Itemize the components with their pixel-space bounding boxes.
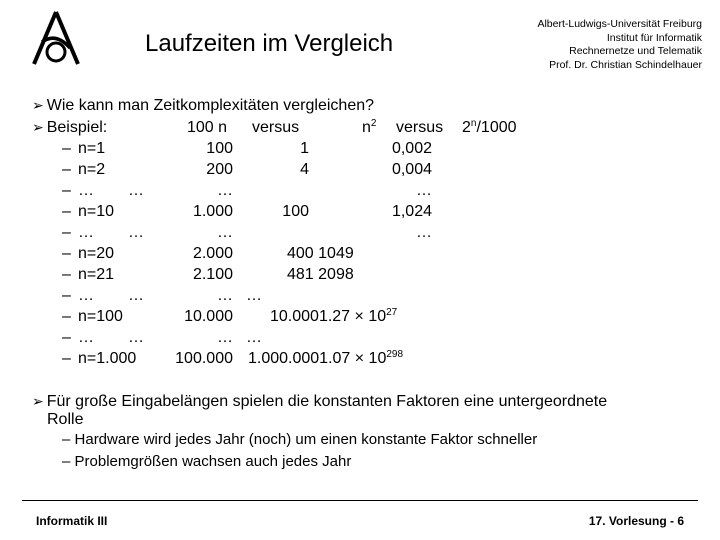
arrow-bullet-icon: ➢ [32,98,44,114]
row-ellipsis: … [128,287,144,304]
row-n-value: n=100 [78,308,123,325]
institution-line: Institut für Informatik [606,31,702,44]
row-2n-value: … [416,224,432,241]
row-n2-value: $1.000.0001.07 \times 10^{298}$ [248,349,404,367]
row-100n-value: 2.100 [192,266,233,283]
row-100n-value: … [217,287,233,304]
row-n2-value: 100 [282,203,309,220]
row-dash: – [62,140,71,157]
row-2n-value: 0,004 [391,161,432,178]
row-dash: – [62,161,71,178]
header-n-squared: $n^2$ [362,118,377,136]
row-dash: – [62,182,71,199]
row-dash: – [62,329,71,346]
footer-lecture-page: 17. Vorlesung - 6 [588,514,684,528]
row-100n-value: 2.000 [192,245,233,262]
bullet-example: ➢ Beispiel: [32,119,108,136]
row-dash: – [62,224,71,241]
row-n2-value: … [246,329,262,346]
bullet-conclusion: ➢ Für große Eingabelängen spielen die konstanten Faktoren eine untergeordnete [32,393,608,410]
row-n-value: n=1 [78,140,106,157]
row-100n-value: … [217,182,233,199]
header-100n: 100 n [187,119,228,136]
row-n-value: … [78,329,94,346]
row-2n-value: 1,024 [391,203,432,220]
footer-divider [22,500,698,501]
row-n-value: … [78,224,94,241]
row-n2-value: 481 2098 [287,266,354,283]
row-2n-value: 0,002 [391,140,432,157]
row-n-value: n=1.000 [78,350,137,367]
row-ellipsis: … [128,182,144,199]
header-versus: versus [252,119,300,136]
row-n-value: … [78,182,94,199]
row-n2-value: 4 [300,161,309,178]
row-n2-value: $10.0001.27 \times 10^{27}$ [270,307,398,325]
row-ellipsis: … [128,224,144,241]
row-ellipsis: … [128,329,144,346]
sub-bullet-hardware: – Hardware wird jedes Jahr (noch) um einen konstante Faktor schneller [62,431,538,448]
row-100n-value: 1.000 [192,203,233,220]
row-2n-value: … [416,182,432,199]
row-100n-value: 200 [206,161,233,178]
row-100n-value: 10.000 [184,308,233,325]
institution-line: Rechnernetze und Telematik [569,45,702,58]
row-dash: – [62,308,71,325]
university-logo [26,8,86,70]
row-100n-value: … [217,329,233,346]
row-dash: – [62,266,71,283]
bullet-question: ➢ Wie kann man Zeitkomplexitäten vergleichen? [32,97,375,114]
institution-line: Albert-Ludwigs-Universität Freiburg [537,18,702,30]
row-dash: – [62,350,71,367]
row-n2-value: 400 1049 [287,245,354,262]
page-title: Laufzeiten im Vergleich [145,30,394,57]
arrow-bullet-icon: ➢ [32,394,44,410]
row-n-value: n=10 [78,203,115,220]
row-n-value: n=20 [78,245,115,262]
footer-course: Informatik III [36,514,108,528]
row-n-value: n=2 [78,161,106,178]
conclusion-line2: Rolle [47,411,84,428]
sub-bullet-problem-size: – Problemgrößen wachsen auch jedes Jahr [62,453,352,470]
row-dash: – [62,287,71,304]
row-dash: – [62,245,71,262]
header-2n-div-1000: 2$^n$/1000 [462,118,517,136]
arrow-bullet-icon: ➢ [32,120,44,136]
row-100n-value: 100.000 [175,350,233,367]
row-n-value: … [78,287,94,304]
row-n2-value: … [246,287,262,304]
row-100n-value: … [217,224,233,241]
row-dash: – [62,203,71,220]
institution-block [442,18,702,72]
row-n-value: n=21 [78,266,115,283]
row-100n-value: 100 [206,140,233,157]
institution-line: Prof. Dr. Christian Schindelhauer [549,58,702,71]
row-n2-value: 1 [300,140,309,157]
header-versus: versus [396,119,444,136]
